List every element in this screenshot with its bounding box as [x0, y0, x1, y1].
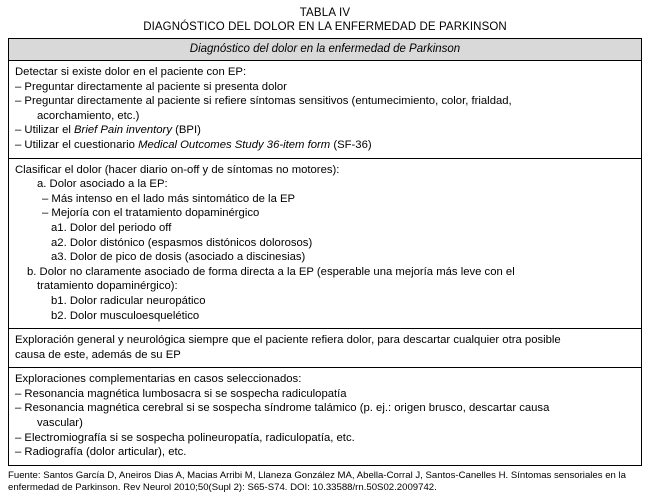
- line: – Preguntar directamente al paciente si refiere síntomas sensitivos (entumecimiento, color, frialdad,: [15, 95, 512, 108]
- line: a3. Dolor de pico de dosis (asociado a discinesias): [51, 251, 306, 264]
- line: vascular): [37, 417, 83, 430]
- line: – Mejoría con el tratamiento dopaminérgico: [42, 207, 260, 220]
- line: – Preguntar directamente al paciente si presenta dolor: [15, 80, 287, 93]
- line: causa de este, además de su EP: [15, 348, 181, 361]
- table-header-row: Diagnóstico del dolor en la enfermedad de Parkinson: [9, 39, 641, 61]
- line: Clasificar el dolor (hacer diario on-off y de síntomas no motores):: [15, 163, 340, 176]
- line: Detectar si existe dolor en el paciente con EP:: [15, 66, 247, 78]
- line: a2. Dolor distónico (espasmos distónicos dolorosos): [51, 236, 313, 249]
- section-detectar: [9, 61, 641, 159]
- line: – Resonancia magnética cerebral si se sospecha síndrome talámico (p. ej.: origen brusco, descartar causa: [15, 402, 550, 415]
- table: [8, 38, 642, 466]
- line: acorchamiento, etc.): [37, 109, 140, 122]
- line: b. Dolor no claramente asociado de forma directa a la EP (esperable una mejoría más leve con el: [27, 265, 515, 278]
- italic-title-bpi: Brief Pain inventory: [74, 124, 172, 137]
- line-brief-pain-inventory: – Utilizar el Brief Pain inventory (BPI): [15, 124, 201, 137]
- line-sf36: – Utilizar el cuestionario Medical Outcomes Study 36-item form (SF-36): [15, 138, 372, 151]
- line: – Resonancia magnética lumbosacra si se sospecha radiculopatía: [15, 387, 347, 400]
- line: Exploración general y neurológica siempre que el paciente refiera dolor, para descartar cualquier otra posible: [15, 334, 561, 347]
- page-title: DIAGNÓSTICO DEL DOLOR EN LA ENFERMEDAD DE PARKINSON: [143, 21, 507, 33]
- section-exploracion: [9, 329, 641, 368]
- line: a1. Dolor del periodo off: [51, 221, 172, 234]
- italic-title-sf36: Medical Outcomes Study 36-item form: [138, 138, 331, 151]
- source-citation: Fuente: Santos García D, Aneiros Dias A, Macias Arribi M, Llaneza González MA, Abella-Corral J, Santos-Canelles H. Síntomas sensoriales en la enfermedad de Parkinson. Rev Neurol 2010;50(Supl 2): S65-S74. DOI: 10.33588/rn.50S02.2009742.: [8, 469, 627, 494]
- line: b1. Dolor radicular neuropático: [51, 294, 206, 307]
- table-number: TABLA IV: [299, 7, 351, 19]
- line: – Electromiografía si se sospecha polineuropatía, radiculopatía, etc.: [15, 431, 355, 444]
- line: tratamiento dopaminérgico):: [37, 280, 178, 293]
- line: – Más intenso en el lado más sintomático de la EP: [42, 192, 296, 205]
- line: a. Dolor asociado a la EP:: [37, 178, 168, 191]
- section-clasificar: [9, 159, 641, 330]
- line: b2. Dolor musculoesquelético: [51, 309, 200, 322]
- line: – Radiografía (dolor articular), etc.: [15, 446, 187, 459]
- section-complementarias: [9, 368, 641, 465]
- line: Exploraciones complementarias en casos seleccionados:: [15, 373, 302, 386]
